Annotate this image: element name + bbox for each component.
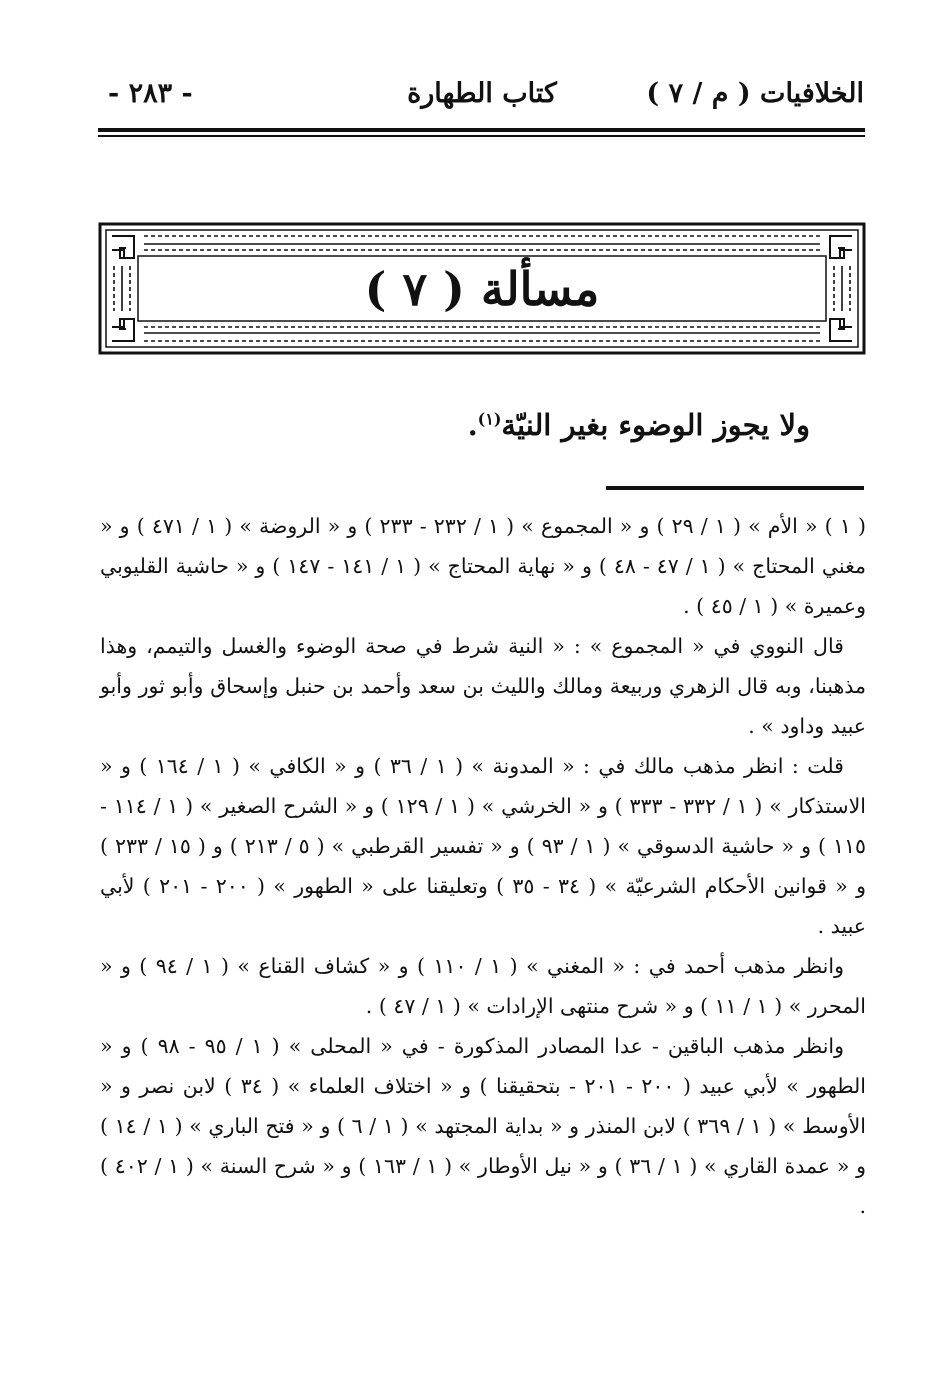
footnote-paragraph: وانظر مذهب أحمد في : « المغني » ( ١ / ١١٠ ) و « كشاف القناع » ( ١ / ٩٤ ) و « المحرر » ( ١ / ١١ ) و « شرح منتهى الإرادات » ( ١ / ٤٧ ) . bbox=[100, 954, 866, 1018]
footnote-paragraph: قلت : انظر مذهب مالك في : « المدونة » ( ١ / ٣٦ ) و « الكافي » ( ١ / ١٦٤ ) و « الاستذكار » ( ١ / ٣٣٢ - ٣٣٣ ) و « الخرشي » ( ١ / ١٢٩ ) و « الشرح الصغير » ( ١ / ١١٤ - ١١٥ ) و « حاشية الدسوقي » ( ١ / ٩٣ ) و « تفسير القرطبي » ( ٥ / ٢١٣ ) و ( ١٥ / ٢٣٣ ) و « قوانين الأحكام الشرعيّة » ( ٣٤ - ٣٥ ) وتعليقنا على « الطهور » ( ٢٠٠ - ٢٠١ ) لأبي عبيد . bbox=[100, 754, 866, 938]
footnote-paragraph: وانظر مذهب الباقين - عدا المصادر المذكورة - في « المحلى » ( ١ / ٩٥ - ٩٨ ) و « الطهور » لأبي عبيد ( ٢٠٠ - ٢٠١ - بتحقيقنا ) و « اختلاف العلماء » ( ٣٤ ) لابن نصر و « الأوسط » ( ١ / ٣٦٩ ) لابن المنذر و « بداية المجتهد » ( ١ / ٦ ) و « فتح الباري » ( ١ / ١٤ ) و « عمدة القاري » ( ١ / ٣٦ ) و « نيل الأوطار » ( ١ / ١٦٣ ) و « شرح السنة » ( ١ / ٤٠٢ ) . bbox=[100, 1034, 866, 1218]
footnote-marker: (١) bbox=[477, 409, 502, 429]
page-number: - ٢٨٣ - bbox=[108, 78, 193, 109]
ruling-end: . bbox=[467, 408, 478, 442]
ruling-text: ولا يجوز الوضوء بغير النيّة bbox=[501, 408, 810, 442]
chapter-title: كتاب الطهارة bbox=[407, 78, 557, 109]
issue-heading: مسألة ( ٧ ) bbox=[364, 262, 600, 316]
footnote-paragraph: ( ١ ) « الأم » ( ١ / ٢٩ ) و « المجموع » ( ١ / ٢٣٢ - ٢٣٣ ) و « الروضة » ( ١ / ٤٧١ ) و « مغني المحتاج » ( ١ / ٤٧ - ٤٨ ) و « نهاية المحتاج » ( ١ / ١٤١ - ١٤٧ ) و « حاشية القليوبي وعميرة » ( ١ / ٤٥ ) . bbox=[100, 514, 866, 618]
book-part-label: الخلافيات ( م / ٧ ) bbox=[646, 78, 864, 109]
header-rule-thin bbox=[98, 135, 865, 137]
ornamental-heading-frame bbox=[98, 222, 866, 355]
header-rule-thick bbox=[98, 128, 865, 132]
footnote-body bbox=[100, 506, 866, 1226]
ruling-statement bbox=[468, 408, 810, 442]
footnote-paragraph: قال النووي في « المجموع » : « النية شرط في صحة الوضوء والغسل والتيمم، وهذا مذهبنا، وبه قال الزهري وربيعة ومالك والليث بن سعد وأحمد بن حنبل وإسحاق وأبو ثور وأبو عبيد وداود » . bbox=[100, 634, 866, 738]
running-header bbox=[100, 78, 864, 122]
footnote-separator bbox=[606, 486, 864, 490]
